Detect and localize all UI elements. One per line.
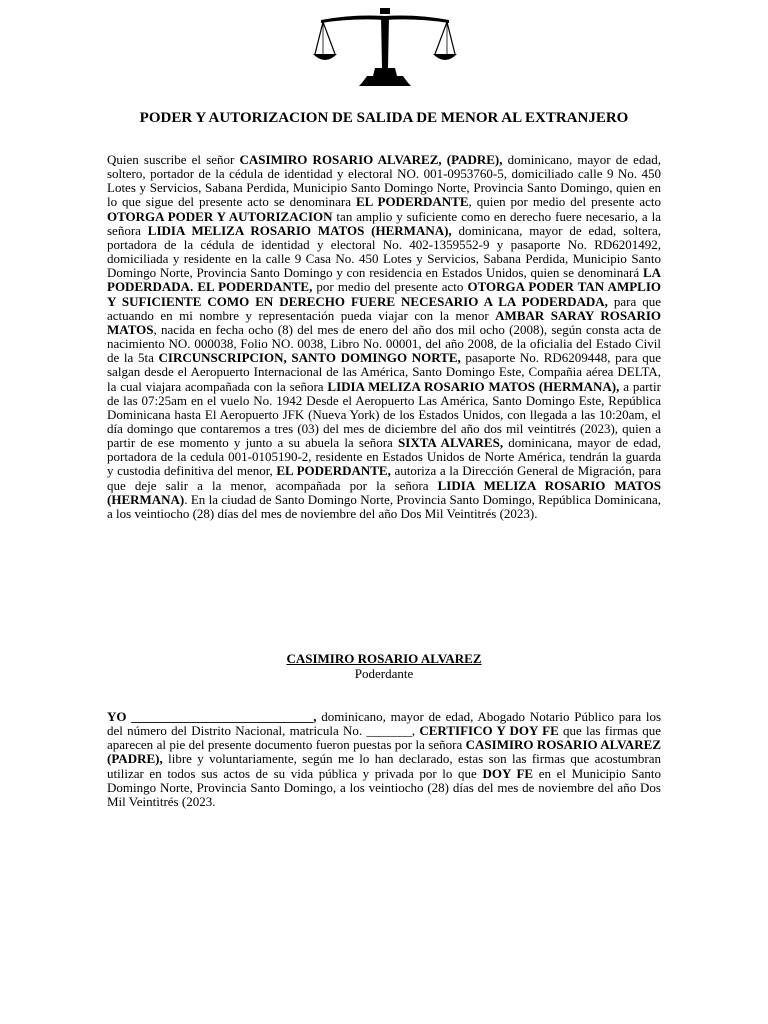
body-text-segment: dominicana, mayor de edad, portadora de la cedula 001-0105190-2, residente en Estados Unidos de Norte América, tendrán la guarda y custodia definitiva del menor, — [107, 435, 662, 479]
body-bold-segment: CIRCUNSCRIPCION, SANTO DOMINGO NORTE, — [158, 350, 461, 366]
body-text-segment: , quien por medio del presente acto — [468, 194, 661, 210]
signature-block — [100, 651, 668, 681]
power-of-attorney-body — [107, 153, 661, 521]
body-bold-segment: EL PODERDANTE — [355, 194, 469, 210]
notary-bold-segment: CASIMIRO ROSARIO ALVAREZ (PADRE), — [107, 737, 661, 767]
notary-text-segment: dominicano, mayor de edad, Abogado Notario Público para los del número del Distrito Nacional, matricula No. _______, — [107, 709, 662, 739]
body-text-segment: pasaporte No. RD6209448, para que salgan desde el Aeropuerto Internacional de las América, Santo Domingo Este, Compañia aérea DELTA, la cual viajara acompañada con la señora — [107, 350, 661, 394]
body-text-segment: autoriza a la Dirección General de Migración, para que deje salir a la menor, acompañada por la señora — [107, 463, 661, 493]
scales-of-justice-icon — [313, 6, 457, 92]
notary-bold-segment: CERTIFICO Y DOY FE — [419, 723, 559, 739]
body-text-segment: tan amplio y suficiente como en derecho fuere necesario, a la señora — [107, 208, 661, 238]
body-text-segment: a partir de las 07:25am en el vuelo No. 1942 Desde el Aeropuerto Las América, Santo Domingo Este, República Dominicana hasta El Aeropuerto JFK (Nueva York) de los Estados Unidos, con llegada a las 10:20am, el día domingo que contaremos a tres (03) del mes de diciembre del año dos mil veintitrés (2023), quien a partir de ese momento y junto a su abuela la señora — [107, 378, 661, 451]
body-text-segment: dominicana, mayor de edad, soltera, portadora de la cédula de identidad y electoral No. 402-1359552-9 y pasaporte No. RD6201492, domiciliada y residente en la calle 9 Casa No. 450 Lotes y Servicios, Sabana Perdida, Municipio Santo Domingo Norte, Provincia Santo Domingo y con residencia en Estados Unidos, quien se denominará — [107, 222, 661, 281]
body-text-segment: . En la ciudad de Santo Domingo Norte, Provincia Santo Domingo, República Dominicana, a los veintiocho (28) días del mes de noviembre del año Dos Mil Veintitrés (2023). — [107, 491, 661, 521]
document-title: PODER Y AUTORIZACION DE SALIDA DE MENOR AL EXTRANJERO — [139, 110, 629, 126]
body-bold-segment: LA PODERDADA. EL PODERDANTE, — [107, 265, 661, 295]
body-bold-segment: EL PODERDANTE, — [276, 463, 391, 479]
body-bold-segment: LIDIA MELIZA ROSARIO MATOS (HERMANA), — [327, 378, 620, 394]
body-text-segment: para que actuando en mi nombre y representación pueda viajar con la menor — [107, 293, 662, 323]
body-bold-segment: LIDIA MELIZA ROSARIO MATOS (HERMANA) — [107, 477, 661, 507]
body-text-segment: dominicano, mayor de edad, soltero, portador de la cédula de identidad y electoral NO. 001-0953760-5, domiciliado calle 9 No. 450 Lotes y Servicios, Sabana Perdida, Municipio Santo Domingo Norte, Provincia Santo Domingo, quien en lo que sigue del presente acto se denominara — [107, 152, 661, 210]
body-bold-segment: AMBAR SARAY ROSARIO MATOS — [107, 307, 661, 337]
body-text-segment: , nacida en fecha ocho (8) del mes de enero del año dos mil ocho (2008), según consta acta de nacimiento NO. 000038, Folio NO. 0038, Libro No. 00001, del año 2008, de la oficialia del Estado Civil de la 5ta — [107, 321, 661, 366]
body-bold-segment: SIXTA ALVARES, — [398, 435, 504, 451]
body-text-segment: Quien suscribe el señor — [107, 152, 240, 167]
body-bold-segment: OTORGA PODER TAN AMPLIO Y SUFICIENTE COMO EN DERECHO FUERE NECESARIO A LA PODERDADA, — [107, 279, 661, 309]
notary-text-segment: libre y voluntariamente, según me lo han declarado, estas son las firmas que acostumbran utilizar en todos sus actos de su vida pública y privada por lo que — [107, 751, 661, 781]
body-text-segment: por medio del presente acto — [312, 279, 468, 295]
signer-role: Poderdante — [354, 666, 414, 681]
body-bold-segment: LIDIA MELIZA ROSARIO MATOS (HERMANA), — [147, 222, 452, 238]
body-bold-segment: CASIMIRO ROSARIO ALVAREZ, (PADRE), — [239, 152, 503, 167]
notary-bold-segment: YO ____________________________, — [107, 709, 317, 724]
notary-certification — [107, 710, 661, 809]
body-bold-segment: OTORGA PODER Y AUTORIZACION — [107, 208, 333, 224]
signer-name: CASIMIRO ROSARIO ALVAREZ — [286, 651, 482, 666]
notary-bold-segment: DOY FE — [482, 765, 534, 781]
notary-text-segment: en el Municipio Santo Domingo Norte, Provincia Santo Domingo, a los veintiocho (28) días del mes de noviembre del año Dos Mil Veintitrés (2023. — [107, 765, 661, 809]
notary-text-segment: que las firmas que aparecen al pie del presente documento fueron puestas por la señora — [107, 723, 661, 753]
